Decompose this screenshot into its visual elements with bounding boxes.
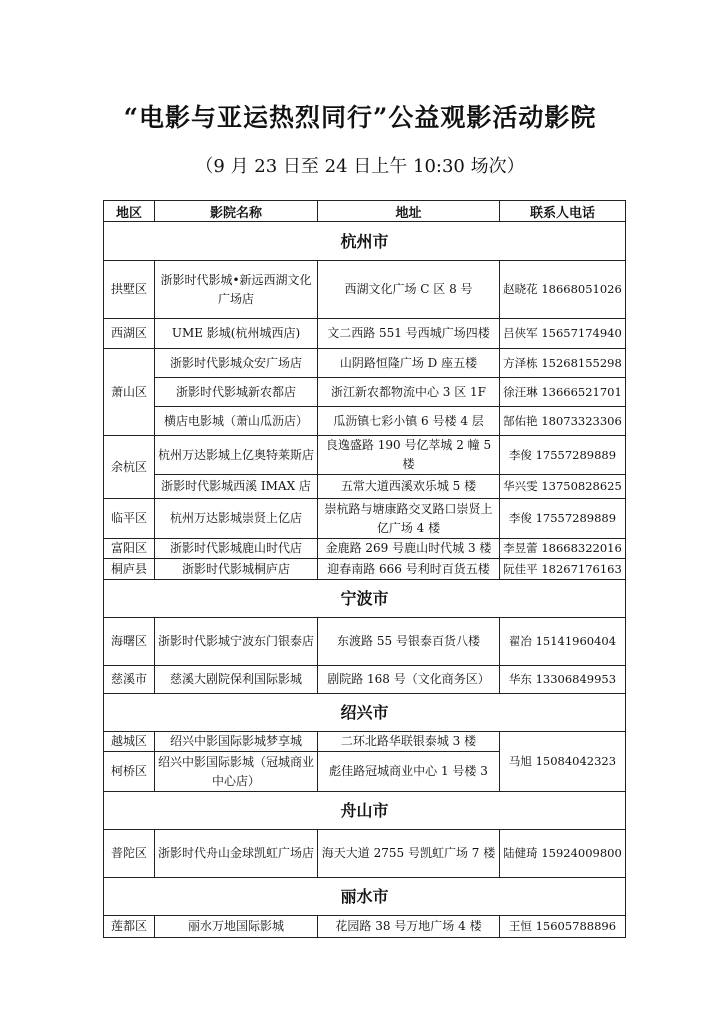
city-row — [104, 878, 626, 916]
cinema-cell: 浙影时代影城桐庐店 — [155, 559, 318, 580]
district-cell: 普陀区 — [104, 830, 155, 878]
address-cell: 山阴路恒隆广场 D 座五楼 — [318, 349, 500, 378]
table-row — [104, 499, 626, 539]
address-cell: 瓜沥镇七彩小镇 6 号楼 4 层 — [318, 407, 500, 436]
address-cell: 良逸盛路 190 号亿萃城 2 幢 5 楼 — [318, 436, 500, 475]
address-cell: 金鹿路 269 号鹿山时代城 3 楼 — [318, 539, 500, 559]
city-shaoxing: 绍兴市 — [104, 694, 626, 732]
table-row — [104, 830, 626, 878]
district-cell: 柯桥区 — [104, 752, 155, 792]
city-row — [104, 580, 626, 618]
district-cell: 桐庐县 — [104, 559, 155, 580]
address-cell: 花园路 38 号万地广场 4 楼 — [318, 916, 500, 938]
district-cell: 富阳区 — [104, 539, 155, 559]
district-cell: 西湖区 — [104, 319, 155, 349]
table-row — [104, 666, 626, 694]
cinema-cell: 浙影时代影城新农都店 — [155, 378, 318, 407]
contact-cell: 赵晓花 18668051026 — [500, 261, 626, 319]
district-cell: 海曙区 — [104, 618, 155, 666]
address-cell: 崇杭路与塘康路交叉路口崇贤上亿广场 4 楼 — [318, 499, 500, 539]
city-ningbo: 宁波市 — [104, 580, 626, 618]
district-cell: 拱墅区 — [104, 261, 155, 319]
cinema-cell: 横店电影城（萧山瓜沥店） — [155, 407, 318, 436]
contact-cell: 吕侠军 15657174940 — [500, 319, 626, 349]
table-row — [104, 436, 626, 475]
cinema-cell: 杭州万达影城崇贤上亿店 — [155, 499, 318, 539]
address-cell: 迎春南路 666 号利时百货五楼 — [318, 559, 500, 580]
contact-cell: 李俊 17557289889 — [500, 436, 626, 475]
table-row — [104, 349, 626, 378]
table-row — [104, 378, 626, 407]
city-row — [104, 792, 626, 830]
address-cell: 剧院路 168 号（文化商务区） — [318, 666, 500, 694]
address-cell: 西湖文化广场 C 区 8 号 — [318, 261, 500, 319]
table-row — [104, 916, 626, 938]
cinema-table — [103, 200, 626, 938]
address-cell: 海天大道 2755 号凯虹广场 7 楼 — [318, 830, 500, 878]
district-cell: 慈溪市 — [104, 666, 155, 694]
contact-cell: 王恒 15605788896 — [500, 916, 626, 938]
contact-cell: 郜佑艳 18073323306 — [500, 407, 626, 436]
header-contact: 联系人电话 — [500, 201, 626, 222]
address-cell: 东渡路 55 号银泰百货八楼 — [318, 618, 500, 666]
table-row — [104, 475, 626, 499]
table-row — [104, 261, 626, 319]
table-row — [104, 319, 626, 349]
cinema-cell: 丽水万地国际影城 — [155, 916, 318, 938]
cinema-cell: UME 影城(杭州城西店) — [155, 319, 318, 349]
district-cell: 莲都区 — [104, 916, 155, 938]
header-address: 地址 — [318, 201, 500, 222]
table-row — [104, 618, 626, 666]
address-cell: 彪佳路冠城商业中心 1 号楼 3 — [318, 752, 500, 792]
cinema-cell: 绍兴中影国际影城（冠城商业中心店） — [155, 752, 318, 792]
address-cell: 二环北路华联银泰城 3 楼 — [318, 732, 500, 752]
page-subtitle: （9 月 23 日至 24 日上午 10:30 场次） — [195, 156, 525, 177]
table-row — [104, 539, 626, 559]
city-zhoushan: 舟山市 — [104, 792, 626, 830]
address-cell: 五常大道西溪欢乐城 5 楼 — [318, 475, 500, 499]
table-row — [104, 559, 626, 580]
district-cell: 萧山区 — [104, 349, 155, 436]
cinema-cell: 浙影时代舟山金球凯虹广场店 — [155, 830, 318, 878]
city-hangzhou: 杭州市 — [104, 222, 626, 261]
page-title: “电影与亚运热烈同行”公益观影活动影院 — [123, 103, 597, 132]
cinema-cell: 慈溪大剧院保利国际影城 — [155, 666, 318, 694]
cinema-cell: 浙影时代影城•新远西湖文化广场店 — [155, 261, 318, 319]
header-cinema: 影院名称 — [155, 201, 318, 222]
cinema-cell: 浙影时代影城西溪 IMAX 店 — [155, 475, 318, 499]
contact-cell: 方泽栋 15268155298 — [500, 349, 626, 378]
contact-cell: 阮佳平 18267176163 — [500, 559, 626, 580]
address-cell: 文二西路 551 号西城广场四楼 — [318, 319, 500, 349]
contact-cell: 徐汪琳 13666521701 — [500, 378, 626, 407]
district-cell: 临平区 — [104, 499, 155, 539]
table-row — [104, 732, 626, 752]
contact-cell: 李昱蕾 18668322016 — [500, 539, 626, 559]
city-row — [104, 694, 626, 732]
header-row — [104, 201, 626, 222]
cinema-cell: 杭州万达影城上亿奥特莱斯店 — [155, 436, 318, 475]
district-cell: 余杭区 — [104, 436, 155, 499]
city-row — [104, 222, 626, 261]
contact-cell: 华兴雯 13750828625 — [500, 475, 626, 499]
contact-cell: 陆健琦 15924009800 — [500, 830, 626, 878]
contact-cell: 翟冶 15141960404 — [500, 618, 626, 666]
cinema-cell: 浙影时代影城宁波东门银泰店 — [155, 618, 318, 666]
city-lishui: 丽水市 — [104, 878, 626, 916]
contact-cell: 华东 13306849953 — [500, 666, 626, 694]
cinema-cell: 绍兴中影国际影城梦享城 — [155, 732, 318, 752]
cinema-cell: 浙影时代影城众安广场店 — [155, 349, 318, 378]
cinema-cell: 浙影时代影城鹿山时代店 — [155, 539, 318, 559]
header-district: 地区 — [104, 201, 155, 222]
table-row — [104, 407, 626, 436]
district-cell: 越城区 — [104, 732, 155, 752]
address-cell: 浙江新农都物流中心 3 区 1F — [318, 378, 500, 407]
contact-cell: 马旭 15084042323 — [500, 732, 626, 792]
contact-cell: 李俊 17557289889 — [500, 499, 626, 539]
